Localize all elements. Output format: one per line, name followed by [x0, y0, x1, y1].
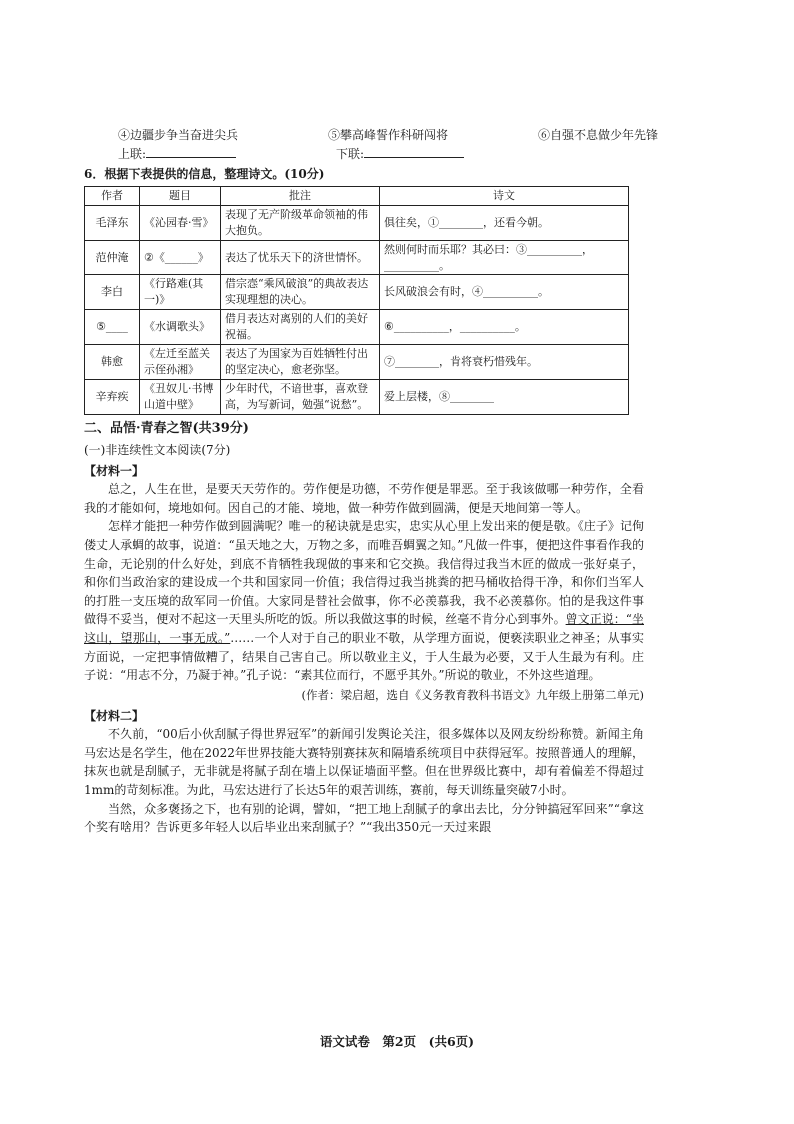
header-note: 批注 — [221, 186, 380, 205]
material-1-paragraph-2 — [84, 517, 644, 684]
material-2-paragraph-1: 不久前，“00后小伙刮腻子得世界冠军”的新闻引发舆论关注，很多媒体以及网友纷纷称赞。新闻主角马宏达是名学生，他在2022年世界技能大赛特别赛抹灰和隔墙系统项目中获得冠军。按照普通人的理解，抹灰也就是刮腻子，无非就是将腻子刮在墙上以保证墙面平整。但在世界级比赛中，却有着偏差不得超过1mm的苛刻标准。为此，马宏达进行了长达5年的艰苦训练，赛前，每天训练量突破7小时。 — [84, 727, 644, 798]
cell-author: 李白 — [85, 275, 140, 310]
lower-couplet-blank[interactable] — [364, 145, 464, 158]
option-4: ④边疆步争当奋进尖兵 — [118, 128, 239, 142]
table-row — [85, 240, 629, 275]
page-footer: 语文试卷 第2页 (共6页) — [319, 1034, 475, 1049]
cell-note: 借月表达对离别的人们的美好祝福。 — [221, 310, 380, 345]
cell-title: 《水调歌头》 — [140, 310, 221, 345]
table-row — [85, 275, 629, 310]
cell-note: 少年时代，不谙世事，喜欢登高，为写新词，勉强“说愁”。 — [221, 380, 380, 415]
cell-title: 《左迁至蓝关示侄孙湘》 — [140, 345, 221, 380]
cell-author: 范仲淹 — [85, 240, 140, 275]
option-6: ⑥自强不息做少年先锋 — [537, 128, 658, 142]
header-poem: 诗文 — [380, 186, 629, 205]
couplet-options — [118, 126, 658, 145]
table-row — [85, 345, 629, 380]
material-2-paragraph-2: 当然，众多褒扬之下，也有别的论调，譬如，“把工地上刮腻子的拿出去比，分分钟搞冠军回来”“拿这个奖有啥用？告诉更多年轻人以后毕业出来刮腻子？”“我出350元一天过来跟 — [84, 801, 644, 835]
poem-table-header — [85, 186, 629, 205]
cell-note: 借宗悫“乘风破浪”的典故表达实现理想的决心。 — [221, 275, 380, 310]
exam-page — [84, 126, 658, 837]
cell-poem[interactable]: 长风破浪会有时，④__________。 — [380, 275, 629, 310]
cell-author[interactable]: ⑤____ — [85, 310, 140, 345]
material-1-paragraph-1: 总之，人生在世，是要天天劳作的。劳作便是功德，不劳作便是罪恶。至于我该做哪一种劳作，全看我的才能如何，境地如何。因自己的才能、境地，做一种劳作做到圆满，便是天地间第一等人。 — [84, 482, 644, 515]
underlined-quote: 曾文正说：“坐这山，望那山，一事无成。” — [84, 612, 644, 646]
upper-couplet-label: 上联: — [118, 146, 147, 161]
cell-poem[interactable]: 然则何时而乐耶？其必曰：③__________，__________。 — [380, 240, 629, 275]
cell-note: 表达了忧乐天下的济世情怀。 — [221, 240, 380, 275]
cell-poem[interactable]: 爱上层楼，⑧________ — [380, 380, 629, 415]
material-1-label: 【材料一】 — [84, 463, 145, 478]
cell-author: 辛弃疾 — [85, 380, 140, 415]
cell-title: 《行路难(其一)》 — [140, 275, 221, 310]
lower-couplet-label: 下联: — [336, 146, 365, 161]
cell-note: 表达了为国家为百姓牺牲付出的坚定决心，愈老弥坚。 — [221, 345, 380, 380]
couplet-answer-lines — [118, 145, 644, 164]
cell-title[interactable]: ②《______》 — [140, 240, 221, 275]
cell-title: 《丑奴儿·书博山道中壁》 — [140, 380, 221, 415]
table-row — [85, 205, 629, 240]
material-2-label: 【材料二】 — [84, 708, 145, 723]
cell-author: 韩愈 — [85, 345, 140, 380]
header-author: 作者 — [85, 186, 140, 205]
cell-poem[interactable]: ⑦________，肯将衰朽惜残年。 — [380, 345, 629, 380]
poem-table — [84, 186, 629, 415]
cell-title: 《沁园春·雪》 — [140, 205, 221, 240]
section-2-title: 二、品悟·青春之智(共39分) — [84, 420, 249, 436]
subsection-1-title: (一)非连续性文本阅读(7分) — [84, 443, 231, 458]
paragraph-2-continued: ……一个人对于自己的职业不敬，从学理方面说，便亵渎职业之神圣；从事实方面说，一定把事情做糟了，结果自己害自己。所以敬业主义，于人生最为必要，又于人生最为有利。庄子说：“用志不分，乃凝于神。”孔子说：“素其位而行，不愿乎其外。”所说的敬业，不外这些道理。 — [84, 631, 644, 683]
cell-poem[interactable]: 俱往矣，①________，还看今朝。 — [380, 205, 629, 240]
upper-couplet-blank[interactable] — [146, 145, 236, 158]
cell-author: 毛泽东 — [85, 205, 140, 240]
cell-note: 表现了无产阶级革命领袖的伟大抱负。 — [221, 205, 380, 240]
material-1-source: (作者：梁启超，选自《义务教育教科书语文》九年级上册第二单元) — [301, 687, 644, 702]
option-5: ⑤攀高峰誓作科研闯将 — [327, 128, 448, 142]
table-row — [85, 310, 629, 345]
cell-poem[interactable]: ⑥__________，__________。 — [380, 310, 629, 345]
question-6-title: 6．根据下表提供的信息，整理诗文。(10分) — [84, 167, 325, 182]
header-title: 题目 — [140, 186, 221, 205]
paragraph-2-text: 怎样才能把一种劳作做到圆满呢？唯一的秘诀就是忠实，忠实从心里上发出来的便是敬。《庄子》记佝偻丈人承蜩的故事，说道：“虽天地之大，万物之多，而唯吾蜩翼之知。”凡做一件事，便把这件事看作我的生命，无论别的什么好处，到底不肯牺牲我现做的事来和它交换。我信得过我当木匠的做成一张好桌子，和你们当政治家的建设成一个共和国家同一价值；我信得过我当挑粪的把马桶收拾得干净，和你们当军人的打胜一支压境的敌军同一价值。大家同是替社会做事，你不必羡慕我，我不必羡慕你。怕的是我这件事做得不妥当，便对不起这一天里头所吃的饭。所以我做这事的时候，丝毫不肯分心到事外。 — [84, 519, 644, 627]
table-row — [85, 380, 629, 415]
